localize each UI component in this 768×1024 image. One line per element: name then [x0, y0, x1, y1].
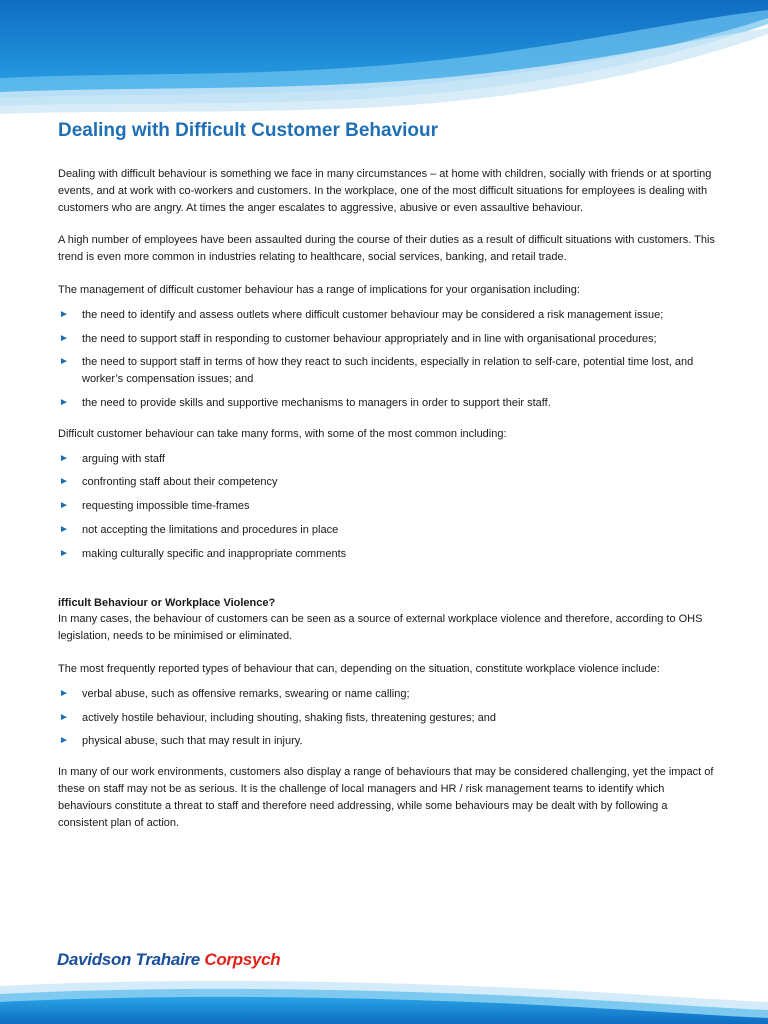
types-paragraph: The most frequently reported types of behaviour that can, depending on the situation, constitute workplace violence include: — [58, 662, 660, 675]
footer-wave-graphic — [0, 972, 768, 1024]
bullet-arrow-icon: ► — [59, 687, 69, 699]
forms-paragraph: Difficult customer behaviour can take many forms, with some of the most common including: — [58, 427, 507, 440]
list-item: ► requesting impossible time-frames — [58, 498, 718, 515]
bullet-arrow-icon: ► — [59, 476, 69, 488]
bullet-arrow-icon: ► — [59, 396, 69, 408]
logo-text-corpsych: Corpsych — [204, 950, 281, 969]
list-item: ► confronting staff about their competency — [58, 474, 718, 491]
violence-paragraph: In many cases, the behaviour of customers can be seen as a source of external workplace violence and therefore, according to OHS legislation, needs to be minimised or eliminated. — [58, 613, 703, 643]
bullet-arrow-icon: ► — [59, 500, 69, 512]
list-item: ► the need to support staff in terms of how they react to such incidents, especially in relation to self-care, potential time lost, and worker’s compensation issues; and — [59, 356, 694, 386]
bullet-arrow-icon: ► — [59, 711, 69, 723]
list-item: ► arguing with staff — [58, 451, 718, 468]
implications-paragraph: The management of difficult customer behaviour has a range of implications for your organisation including: — [58, 283, 580, 296]
bullet-arrow-icon: ► — [59, 735, 69, 747]
company-logo — [57, 950, 280, 970]
list-item: ► actively hostile behaviour, including shouting, shaking fists, threatening gestures; and — [58, 710, 718, 727]
list-item: ► not accepting the limitations and procedures in place — [58, 522, 718, 539]
bullet-arrow-icon: ► — [59, 308, 69, 320]
list-item: ► the need to provide skills and supportive mechanisms to managers in order to support their staff. — [58, 395, 718, 412]
bullet-arrow-icon: ► — [59, 523, 69, 535]
assault-paragraph: A high number of employees have been assaulted during the course of their duties as a result of difficult situations with customers. This trend is even more common in industries relating to healthcare, social services, banking, and retail trade. — [58, 234, 715, 264]
bullet-arrow-icon: ► — [59, 356, 69, 368]
header-wave-graphic — [0, 0, 768, 120]
bullet-arrow-icon: ► — [59, 332, 69, 344]
closing-paragraph: In many of our work environments, customers also display a range of behaviours that may be considered challenging, yet the impact of these on staff may not be as serious. It is the challenge of local managers and HR / risk management teams to identify which behaviours constitute a threat to staff and therefore need addressing, while some behaviours may be dealt with by following a consistent plan of action. — [58, 766, 714, 829]
bullet-arrow-icon: ► — [59, 547, 69, 559]
list-item: ► physical abuse, such that may result in injury. — [58, 733, 718, 750]
forms-list — [58, 451, 718, 563]
implications-list — [58, 307, 718, 412]
page-title: Dealing with Difficult Customer Behaviour — [58, 120, 439, 141]
bullet-arrow-icon: ► — [59, 452, 69, 464]
document-body — [58, 118, 718, 847]
types-list — [58, 686, 718, 750]
list-item: ► the need to support staff in responding to customer behaviour appropriately and in line with organisational procedures; — [58, 331, 718, 348]
logo-text-davidson-trahaire: Davidson Trahaire — [57, 950, 205, 969]
section-subheading: ifficult Behaviour or Workplace Violence? — [58, 596, 276, 609]
list-item: ► the need to identify and assess outlets where difficult customer behaviour may be considered a risk management issue; — [58, 307, 718, 324]
list-item: ► verbal abuse, such as offensive remarks, swearing or name calling; — [58, 686, 718, 703]
intro-paragraph: Dealing with difficult behaviour is something we face in many circumstances – at home with children, socially with friends or at sporting events, and at work with co-workers and customers. In the workplace, one of the most difficult situations for employees is dealing with customers who are angry. At times the anger escalates to aggressive, abusive or even assaultive behaviour. — [58, 168, 712, 214]
list-item: ► making culturally specific and inappropriate comments — [58, 546, 718, 563]
